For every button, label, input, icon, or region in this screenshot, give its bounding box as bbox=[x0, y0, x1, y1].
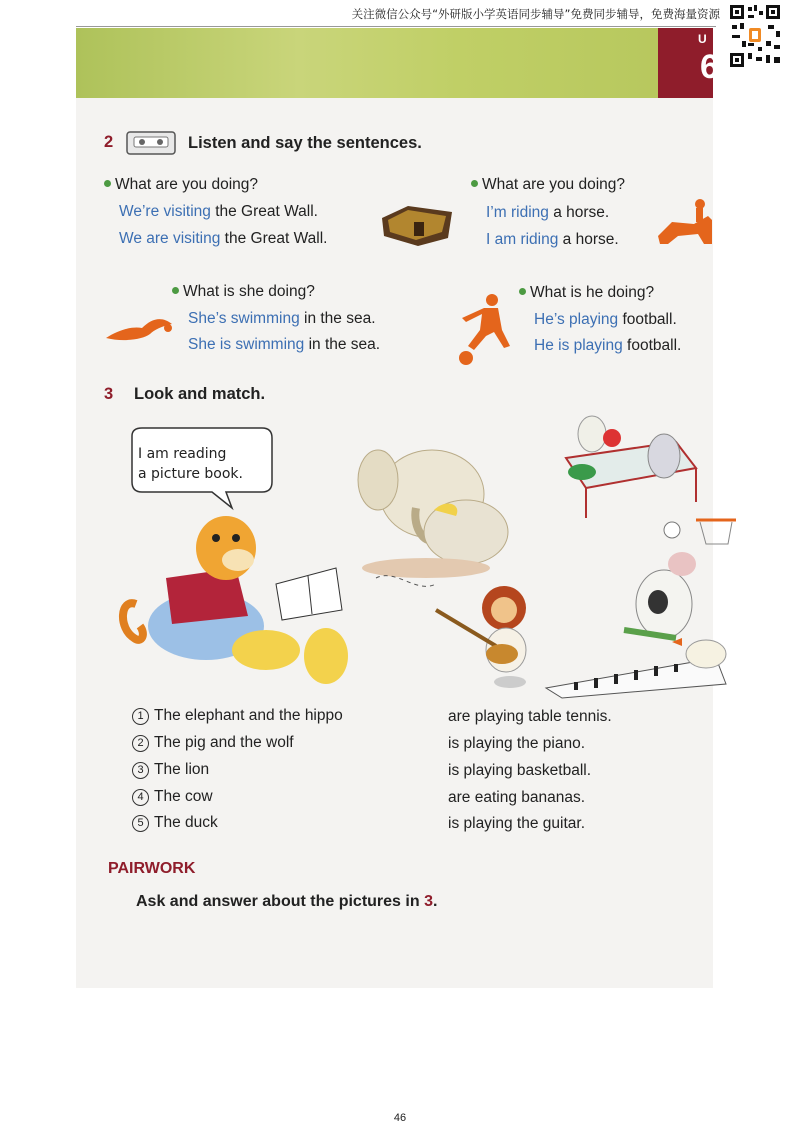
match-left-3: 3 The lion bbox=[132, 761, 209, 779]
swimmer-icon bbox=[102, 312, 178, 344]
textbook-page bbox=[76, 28, 719, 988]
bullet-icon bbox=[104, 180, 111, 187]
dialogue-4-answer-short: He’s playing football. bbox=[534, 311, 677, 328]
unit-banner bbox=[76, 28, 713, 98]
basketball-illustration bbox=[664, 520, 736, 544]
dialogue-4-answer-long: He is playing football. bbox=[534, 337, 682, 354]
section-3-heading bbox=[104, 385, 113, 404]
unit-tab bbox=[658, 28, 719, 98]
dialogue-2-question: What are you doing? bbox=[471, 176, 625, 194]
header-text: 关注微信公众号“外研版小学英语同步辅导”免费同步辅导，免费海量资源 bbox=[351, 7, 720, 21]
elephant-hippo-illustration bbox=[358, 450, 508, 578]
speech-line-2: a picture book. bbox=[138, 466, 243, 482]
dialogue-1-answer-short: We’re visiting the Great Wall. bbox=[119, 203, 318, 220]
section-2-number: 2 bbox=[104, 133, 114, 151]
match-left-2: 2 The pig and the wolf bbox=[132, 734, 294, 752]
unit-tab-number: 6 bbox=[700, 48, 719, 86]
great-wall-icon bbox=[378, 198, 456, 250]
match-right-4: are eating bananas. bbox=[448, 789, 586, 806]
cassette-icon bbox=[126, 128, 178, 158]
bullet-icon bbox=[519, 288, 526, 295]
dialogue-4-question: What is he doing? bbox=[519, 284, 654, 302]
tiger-illustration bbox=[123, 516, 348, 684]
match-left-5: 5 The duck bbox=[132, 814, 218, 832]
lion-illustration bbox=[376, 576, 526, 688]
section-3-number: 3 bbox=[104, 385, 114, 403]
horse-rider-icon bbox=[654, 196, 713, 248]
section-2-heading bbox=[104, 133, 113, 152]
match-right-1: are playing table tennis. bbox=[448, 708, 612, 725]
football-player-icon bbox=[452, 292, 514, 366]
pairwork-label: PAIRWORK bbox=[108, 860, 196, 877]
dialogue-1-answer-long: We are visiting the Great Wall. bbox=[119, 230, 328, 247]
bullet-icon bbox=[172, 287, 179, 294]
qr-code-icon bbox=[728, 3, 782, 69]
match-left-1: 1 The elephant and the hippo bbox=[132, 707, 343, 725]
match-right-5: is playing the guitar. bbox=[448, 815, 586, 832]
cow-piano-duck-illustration bbox=[546, 552, 726, 698]
speech-bubble-text bbox=[138, 444, 243, 484]
dialogue-2-answer-long: I am riding a horse. bbox=[486, 231, 619, 248]
dialogue-3-question: What is she doing? bbox=[172, 283, 315, 301]
match-right-2: is playing the piano. bbox=[448, 735, 586, 752]
speech-line-1: I am reading bbox=[138, 446, 227, 462]
match-right-3: is playing basketball. bbox=[448, 762, 592, 779]
unit-tab-label: U bbox=[698, 32, 707, 46]
dialogue-1-question: What are you doing? bbox=[104, 176, 258, 194]
dialogue-3-answer-short: She’s swimming in the sea. bbox=[188, 310, 376, 327]
table-tennis-illustration bbox=[566, 416, 696, 518]
dialogue-2-answer-short: I’m riding a horse. bbox=[486, 204, 610, 221]
dialogue-3-answer-long: She is swimming in the sea. bbox=[188, 336, 381, 353]
section-2-title: Listen and say the sentences. bbox=[188, 134, 422, 152]
page-number: 46 bbox=[393, 1112, 407, 1124]
section-3-title: Look and match. bbox=[134, 385, 266, 403]
header-divider bbox=[76, 26, 716, 27]
bullet-icon bbox=[471, 180, 478, 187]
match-left-4: 4 The cow bbox=[132, 788, 213, 806]
pairwork-instruction: Ask and answer about the pictures in 3. bbox=[136, 893, 438, 910]
